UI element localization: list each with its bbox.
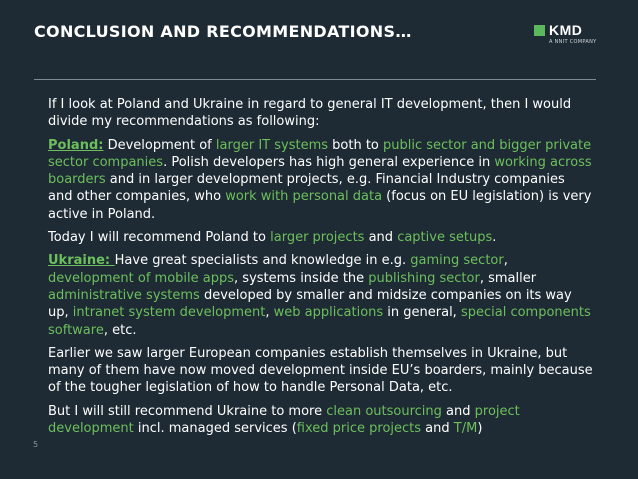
logo-square-icon <box>534 25 545 36</box>
body-text: Development of <box>103 137 216 153</box>
body-text: , systems inside the <box>234 270 369 286</box>
european-companies-paragraph <box>48 345 593 397</box>
body-text: both to <box>328 137 384 153</box>
highlighted-text: public sector and bigger private sector companies <box>48 137 592 170</box>
highlighted-text: captive setups <box>397 230 493 246</box>
logo-brand: KMD <box>549 22 583 38</box>
highlighted-text: development of mobile apps <box>48 270 235 286</box>
page-number: 5 <box>33 440 39 449</box>
body-text: Today I will recommend Poland to <box>48 230 271 246</box>
title-divider <box>34 79 596 80</box>
logo-tagline: A NNIT COMPANY <box>549 39 597 45</box>
highlighted-text: fixed price projects <box>296 421 422 437</box>
body-text: in general, <box>383 305 461 321</box>
highlighted-text: working across boarders <box>48 154 592 188</box>
body-text: Have great specialists and knowledge in e.g. <box>114 253 411 269</box>
intro-paragraph <box>48 96 593 131</box>
highlighted-text: larger IT systems <box>215 137 329 153</box>
body-text: and <box>441 403 475 419</box>
highlighted-text: intranet system development <box>72 305 266 321</box>
kmd-logo <box>534 22 596 45</box>
body-text: Earlier we saw larger European companies establish themselves in Ukraine, but many of them have now moved development inside EU’s boarders, mainly because of the tougher legislation of how to handle Personal Data, etc. <box>48 345 593 396</box>
highlighted-text: administrative systems <box>48 287 200 303</box>
highlighted-text: project development <box>48 403 520 437</box>
body-text: , <box>503 253 508 269</box>
highlighted-text: clean outsourcing <box>326 403 442 419</box>
ukraine-paragraph <box>48 252 593 338</box>
body-text: incl. managed services ( <box>133 421 297 437</box>
body-text: If I look at Poland and Ukraine in regard to general IT development, then I would divide my recommendations as following: <box>48 97 572 130</box>
section-label: Ukraine: <box>48 253 115 269</box>
highlighted-text: larger projects <box>270 230 365 246</box>
body-text: . <box>492 230 497 246</box>
body-text: (focus on EU legislation) is very active in Poland. <box>48 189 592 222</box>
highlighted-text: T/M <box>453 421 478 437</box>
body-text: ) <box>477 421 483 437</box>
poland-recommendation <box>48 229 593 246</box>
body-text: , <box>265 305 274 321</box>
body-text: and <box>364 230 398 246</box>
highlighted-text: publishing sector <box>368 270 480 286</box>
highlighted-text: gaming sector <box>410 253 504 269</box>
logo-mark <box>534 22 582 38</box>
highlighted-text: special components software <box>48 305 591 338</box>
section-label: Poland: <box>48 137 104 153</box>
body-text: developed by smaller and midsize companies on its way up, <box>48 287 572 321</box>
poland-paragraph <box>48 137 593 223</box>
ukraine-recommendation <box>48 403 593 438</box>
body-text: But I will still recommend Ukraine to more <box>48 403 327 419</box>
body-text: , smaller <box>479 270 537 286</box>
body-text: and <box>421 421 454 437</box>
slide-title: CONCLUSION AND RECOMMENDATIONS… <box>34 22 412 41</box>
body-text: and in larger development projects, e.g. Financial Industry companies and other companies, who <box>48 172 565 205</box>
highlighted-text: work with personal data <box>225 189 383 205</box>
highlighted-text: web applications <box>273 305 384 321</box>
body-text: , etc. <box>103 322 137 338</box>
body-text: . Polish developers has high general experience in <box>163 154 495 170</box>
slide-body <box>48 96 593 443</box>
